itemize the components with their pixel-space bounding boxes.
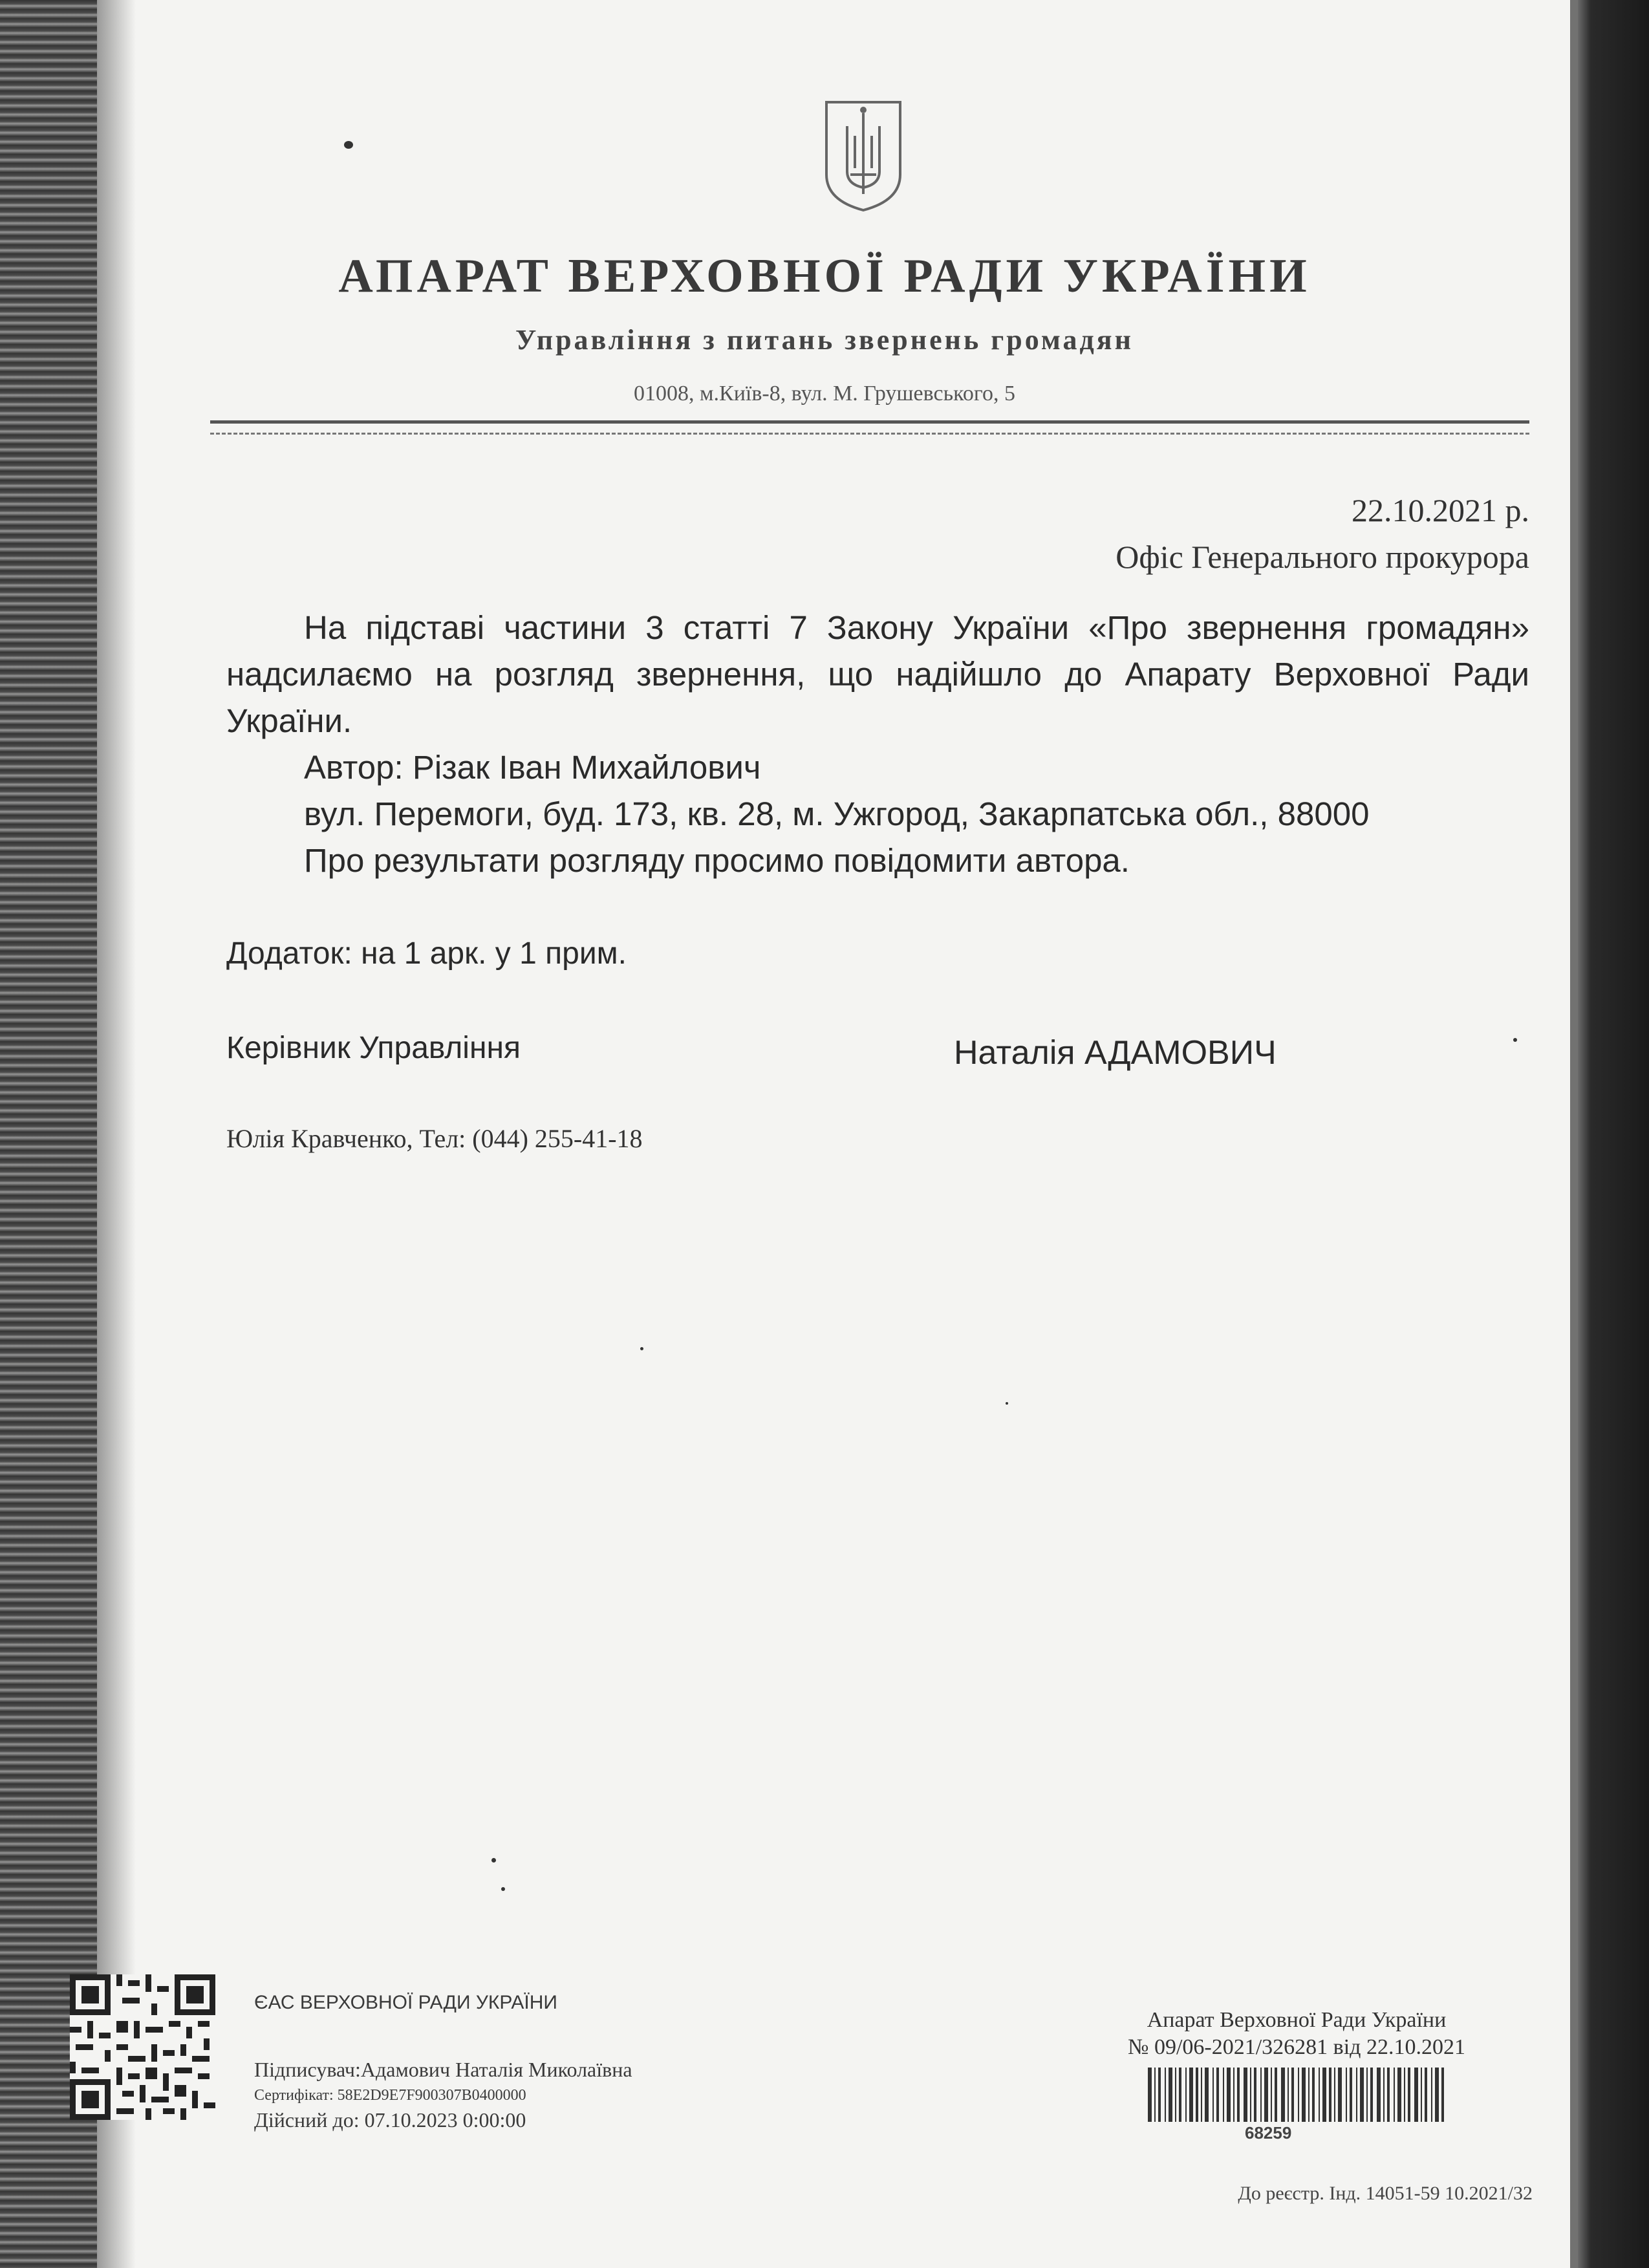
eds-valid-until: Дійсний до: 07.10.2023 0:00:00 <box>254 2108 526 2132</box>
register-index: До реєстр. Інд. 14051-59 10.2021/32 <box>1238 2183 1533 2204</box>
qr-code-icon <box>70 1974 215 2120</box>
registration-number: № 09/06-2021/326281 від 22.10.2021 <box>1128 2035 1465 2059</box>
eds-certificate: Сертифікат: 58E2D9E7F900307B0400000 <box>254 2087 526 2104</box>
organization-address: 01008, м.Київ-8, вул. М. Грушевського, 5 <box>634 382 1015 405</box>
coat-of-arms-icon <box>821 97 905 213</box>
letter-paragraph: На підставі частини 3 статті 7 Закону України «Про звернення громадян» надсилаємо на розгляд звернення, що надійшло до Апарату Верховної Ради України. <box>226 609 1529 739</box>
letter-body <box>226 605 1529 884</box>
scan-speck <box>1513 1038 1517 1042</box>
registration-stamp <box>1109 2008 1484 2143</box>
executor-contact: Юлія Кравченко, Тел: (044) 255-41-18 <box>226 1124 643 1153</box>
barcode-number: 68259 <box>1245 2123 1292 2143</box>
scan-speck <box>344 141 353 149</box>
signer-role: Керівник Управління <box>226 1031 521 1065</box>
electronic-signature-block <box>254 1992 632 2132</box>
registration-org: Апарат Верховної Ради України <box>1147 2008 1447 2032</box>
letter-recipient: Офіс Генерального прокурора <box>1116 539 1529 575</box>
scan-speck <box>1006 1402 1008 1405</box>
barcode-icon <box>1148 2068 1445 2122</box>
scan-speck <box>491 1858 496 1863</box>
signer-name: Наталія АДАМОВИЧ <box>954 1034 1277 1072</box>
letter-request: Про результати розгляду просимо повідомити автора. <box>304 842 1130 879</box>
scan-speck <box>501 1887 505 1891</box>
scan-speck <box>640 1347 643 1350</box>
eds-signer: Підписувач:Адамович Наталія Миколаївна <box>254 2058 632 2081</box>
organization-subtitle: Управління з питань звернень громадян <box>515 324 1134 356</box>
letter-attachment: Додаток: на 1 арк. у 1 прим. <box>226 936 627 971</box>
letter-author-address: вул. Перемоги, буд. 173, кв. 28, м. Ужгород, Закарпатська обл., 88000 <box>304 795 1370 832</box>
organization-title: АПАРАТ ВЕРХОВНОЇ РАДИ УКРАЇНИ <box>338 250 1311 303</box>
letter-author: Автор: Різак Іван Михайлович <box>304 749 761 786</box>
letter-date: 22.10.2021 р. <box>1352 492 1529 528</box>
header-divider <box>210 420 1529 435</box>
eds-system: ЄАС ВЕРХОВНОЇ РАДИ УКРАЇНИ <box>254 1992 557 2013</box>
